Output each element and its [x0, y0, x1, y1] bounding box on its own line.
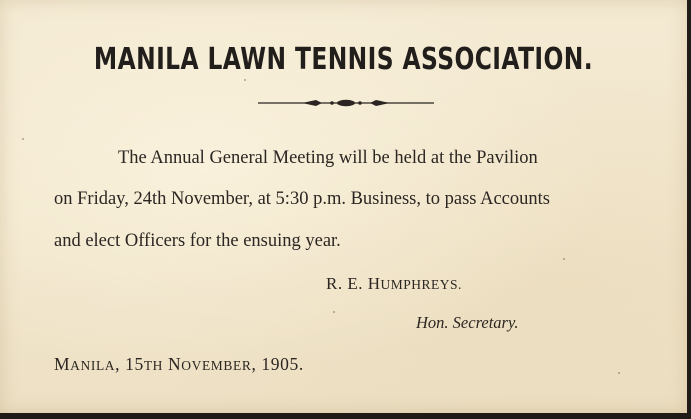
paper-speck [244, 79, 246, 81]
date-month-rest: OVEMBER [181, 358, 252, 373]
date-year: , 1905. [251, 354, 304, 374]
date-place-initial: M [54, 354, 71, 374]
date-day-prefix: , 15 [115, 354, 144, 374]
ornament-divider [258, 96, 434, 110]
signature-role: Hon. Secretary. [416, 313, 519, 332]
paper-speck [22, 138, 24, 140]
date-place-rest: ANILA [70, 358, 116, 373]
body-line-2: on Friday, 24th November, at 5:30 p.m. Business, to pass Accounts [54, 189, 550, 209]
body-line-1: The Annual General Meeting will be held at the Pavilion [118, 148, 538, 168]
body-line-3: and elect Officers for the ensuing year. [54, 231, 341, 251]
paper-speck [563, 258, 565, 260]
notice-date [54, 354, 304, 375]
date-day-suffix: TH [143, 358, 164, 373]
signature-name [326, 274, 462, 294]
date-month-initial: N [163, 354, 182, 374]
association-title: MANILA LAWN TENNIS ASSOCIATION. [93, 42, 594, 77]
paper-speck [333, 311, 335, 313]
signature-surname-rest: UMPHREYS. [380, 277, 462, 292]
paper-speck [618, 372, 620, 374]
signature-initials: R. E. H [326, 274, 381, 293]
